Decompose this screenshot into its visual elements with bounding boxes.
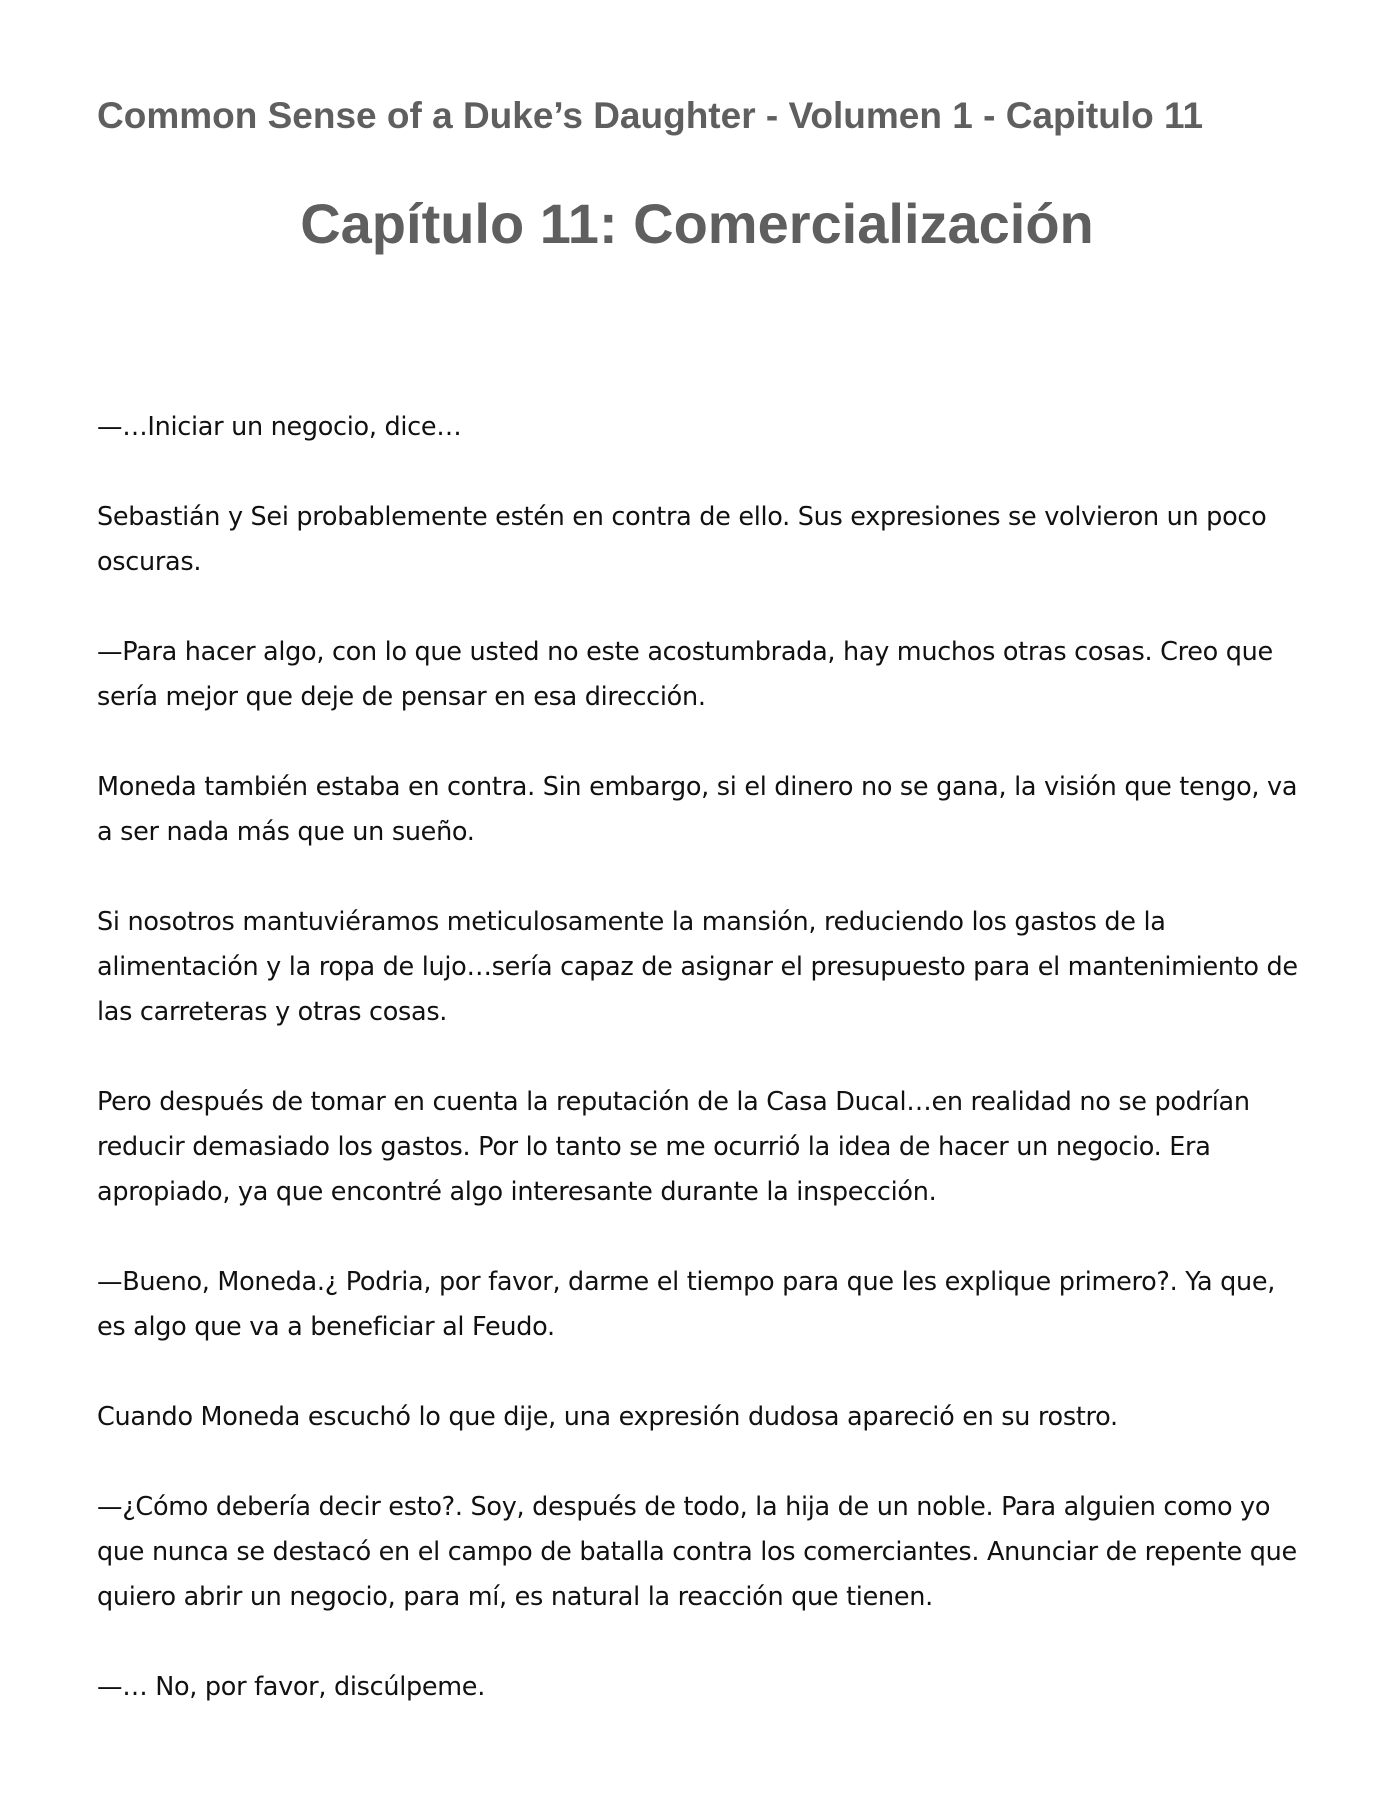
paragraph: Cuando Moneda escuchó lo que dije, una expresión dudosa apareció en su rostro. <box>97 1402 1118 1432</box>
paragraph: Si nosotros mantuviéramos meticulosamente la mansión, reduciendo los gastos de la alimentación y la ropa de lujo…sería capaz de asignar el presupuesto para el mantenimiento de las carreteras y otras cosas. <box>97 907 1298 1027</box>
running-header: Common Sense of a Duke’s Daughter - Volumen 1 - Capitulo 11 <box>97 95 1204 136</box>
paragraph: —… No, por favor, discúlpeme. <box>97 1672 485 1702</box>
paragraph: —Para hacer algo, con lo que usted no este acostumbrada, hay muchos otras cosas. Creo que sería mejor que deje de pensar en esa dirección. <box>97 637 1273 712</box>
paragraph: —…Iniciar un negocio, dice… <box>97 412 462 442</box>
paragraph: Pero después de tomar en cuenta la reputación de la Casa Ducal…en realidad no se podrían reducir demasiado los gastos. Por lo tanto se me ocurrió la idea de hacer un negocio. Era apropiado, ya que encontré algo interesante durante la inspección. <box>97 1087 1250 1207</box>
paragraph: Moneda también estaba en contra. Sin embargo, si el dinero no se gana, la visión que tengo, va a ser nada más que un sueño. <box>97 772 1298 847</box>
chapter-body <box>97 405 1302 1755</box>
paragraph: —Bueno, Moneda.¿ Podria, por favor, darme el tiempo para que les explique primero?. Ya que, es algo que va a beneficiar al Feudo. <box>97 1267 1276 1342</box>
paragraph: Sebastián y Sei probablemente estén en contra de ello. Sus expresiones se volvieron un poco oscuras. <box>97 502 1267 577</box>
chapter-title: Capítulo 11: Comercialización <box>300 192 1094 255</box>
paragraph: —¿Cómo debería decir esto?. Soy, después de todo, la hija de un noble. Para alguien como yo que nunca se destacó en el campo de batalla contra los comerciantes. Anunciar de repente que quiero abrir un negocio, para mí, es natural la reacción que tienen. <box>97 1492 1297 1612</box>
